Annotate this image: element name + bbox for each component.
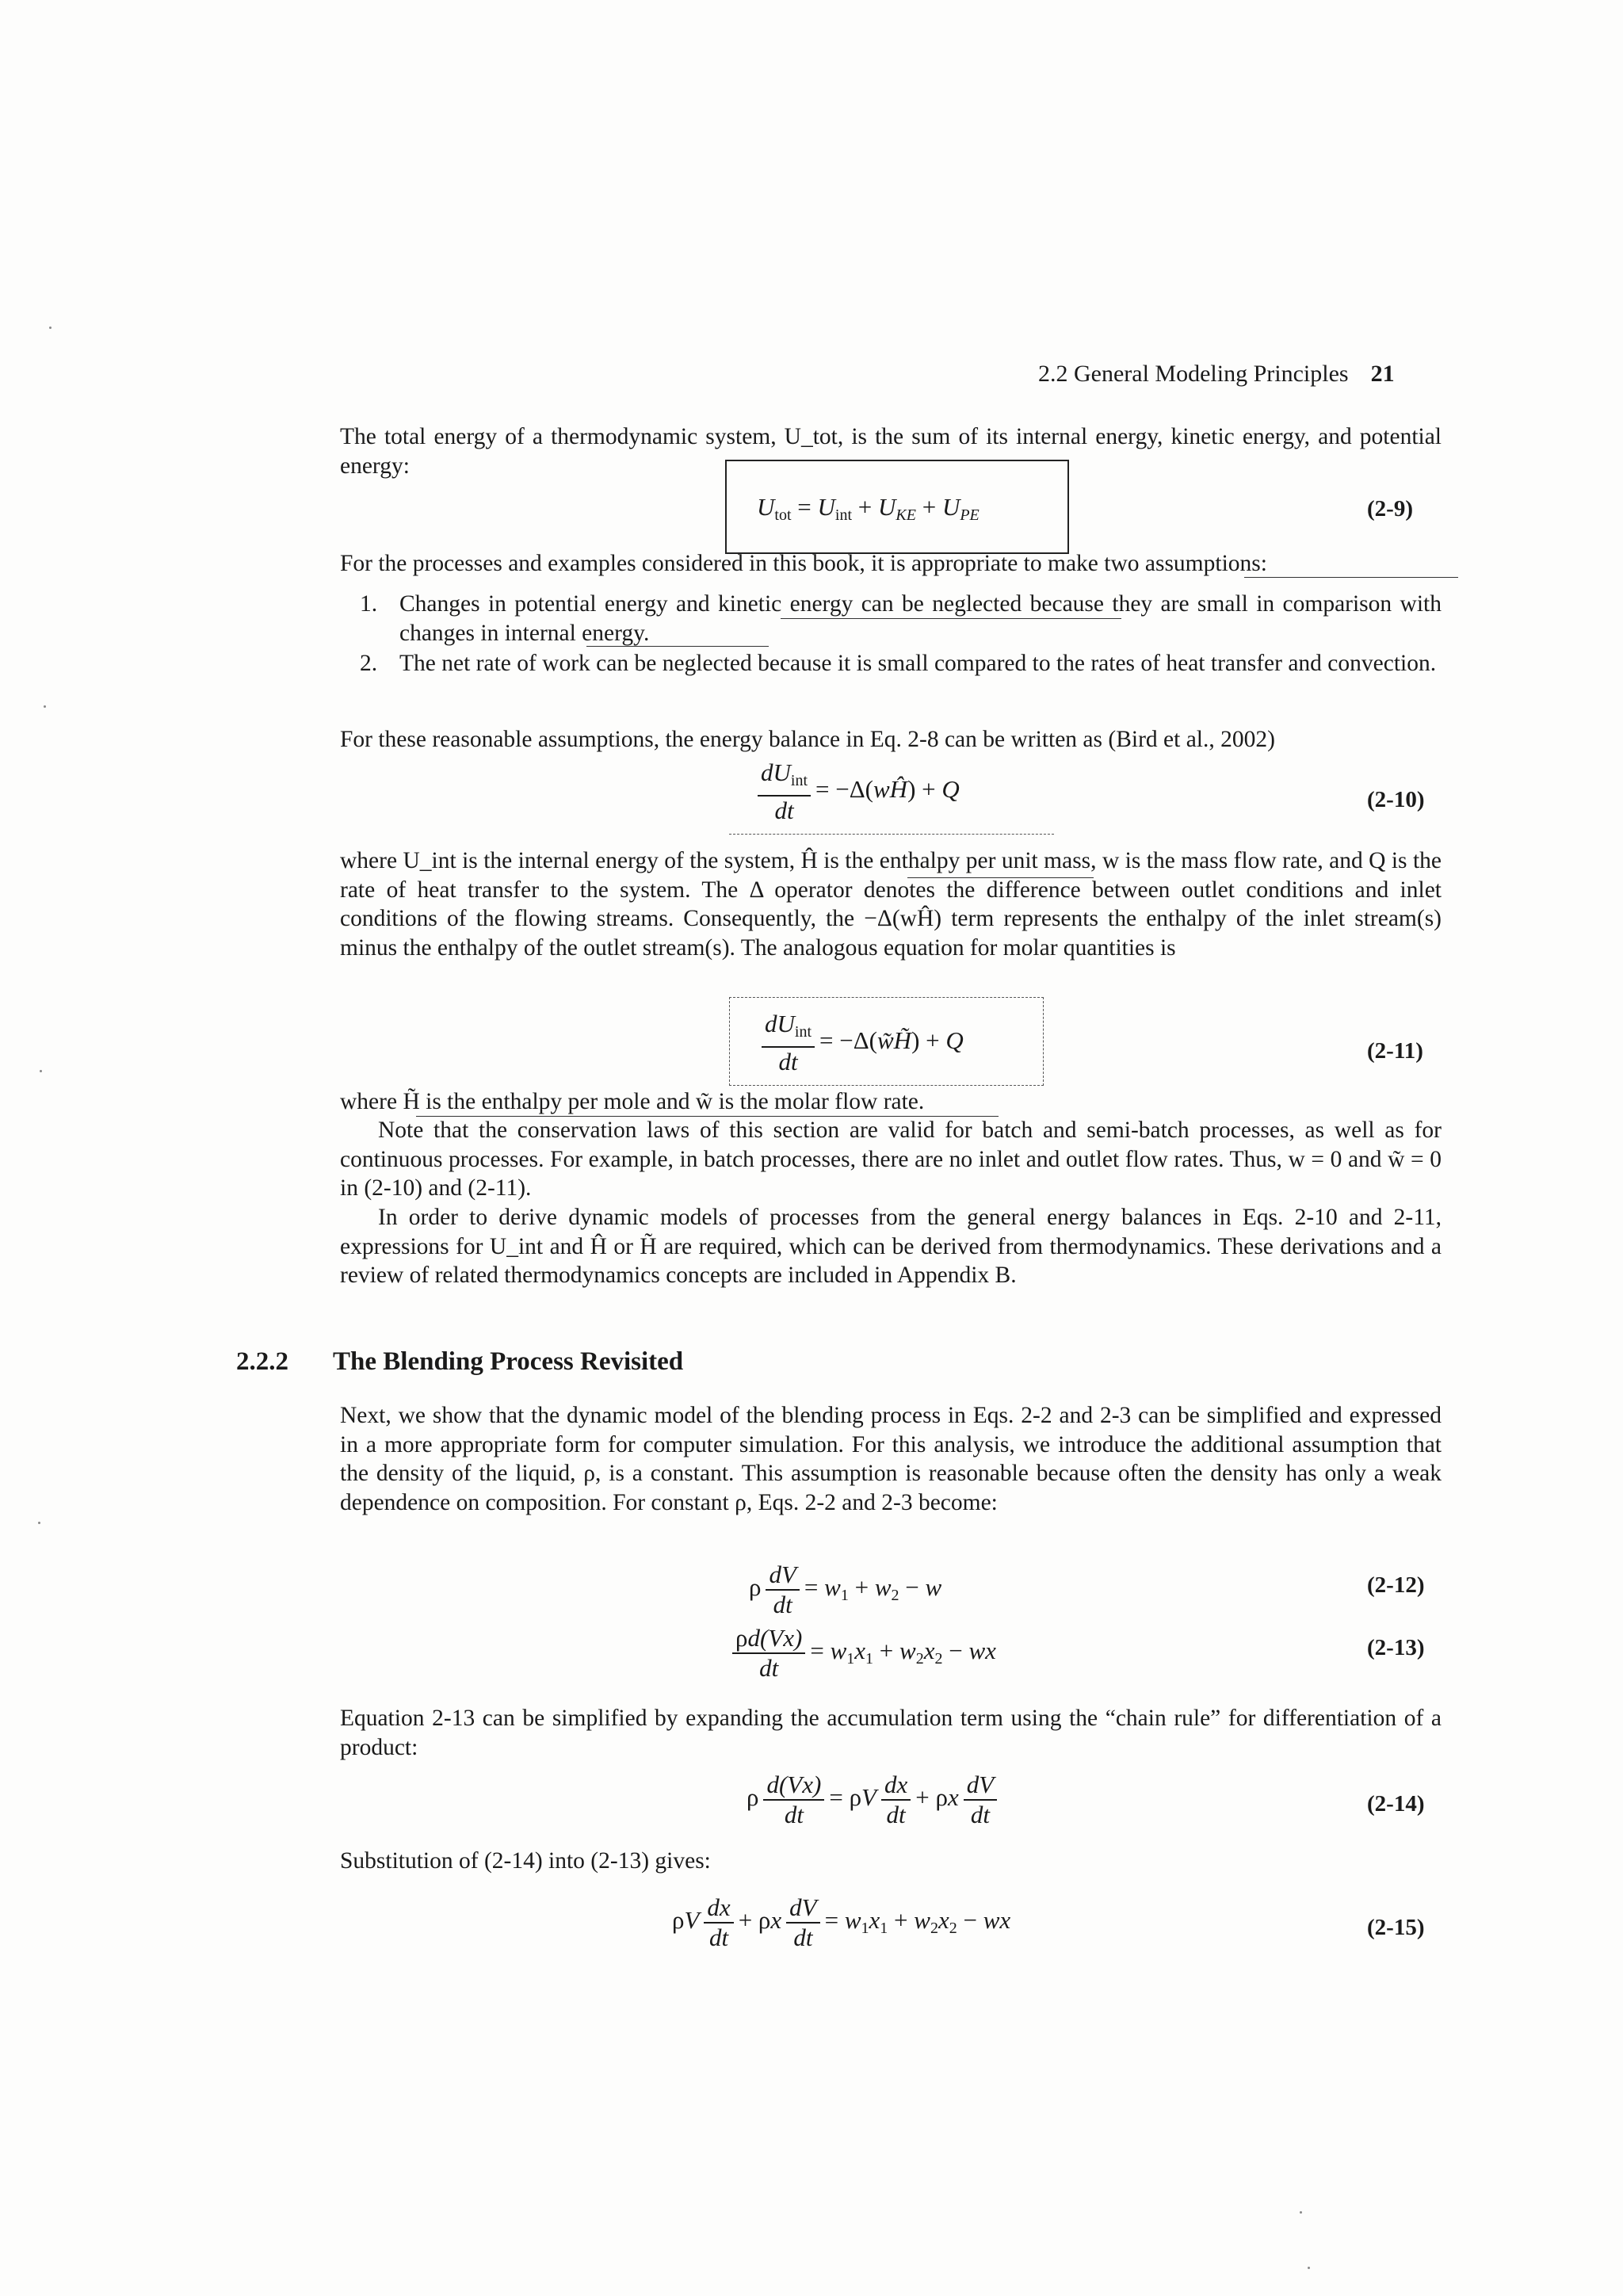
paragraph-chain-rule: Equation 2-13 can be simplified by expanding the accumulation term using the “chain rule” for differentiation of a product: [340, 1706, 1442, 1760]
page-number: 21 [1370, 361, 1395, 387]
handwritten-underline [1244, 577, 1458, 578]
handwritten-underline [586, 646, 769, 647]
equation-number-2-14: (2-14) [1367, 1791, 1425, 1817]
scan-speck [49, 327, 52, 329]
equation-2-15: ρV $\frac{dx}{dt}$ + ρx $\frac{dV}{dt}$ = $w_1x_1 + w_2x_2$ − wx [672, 1893, 1011, 1951]
scan-speck [1308, 2267, 1310, 2269]
section-number: 2.2.2 [236, 1347, 288, 1376]
scan-speck [1300, 2211, 1302, 2214]
list-item: 2. The net rate of work can be neglected because it is small compared to the rates of heat transfer and convection. [360, 651, 1437, 676]
equation-number-2-15: (2-15) [1367, 1915, 1425, 1940]
header-section: 2.2 General Modeling Principles [1038, 361, 1349, 387]
paragraph-energy-balance: For these reasonable assumptions, the energy balance in Eq. 2-8 can be written as (Bird et al., 2002) [340, 727, 1275, 752]
equation-number-2-9: (2-9) [1367, 496, 1413, 521]
list-item: 1. Changes in potential energy and kinetic energy can be neglected because they are small in comparison with changes in internal energy. [360, 591, 1442, 646]
assumptions-list [360, 590, 1442, 680]
scan-speck [40, 1070, 42, 1072]
equation-number-2-10: (2-10) [1367, 787, 1425, 812]
paragraph-appendix-note: In order to derive dynamic models of processes from the general energy balances in Eqs. 2-10 and 2-11, expressions for U_int and Ĥ or H̃ are required, which can be derived from thermodynamics. These derivations and a review of related thermodynamics concepts are included in Appendix B. [340, 1205, 1442, 1288]
section-title: The Blending Process Revisited [333, 1347, 684, 1376]
handwritten-underline [781, 618, 1121, 619]
paragraph-definitions: where U_int is the internal energy of the system, Ĥ is the enthalpy per unit mass, w is the mass flow rate, and Q is the rate of heat transfer to the system. The Δ operator denotes the difference between outlet conditions and inlet conditions of the flowing streams. Consequently, the −Δ(wĤ) term represents the enthalpy of the inlet stream(s) minus the enthalpy of the outlet stream(s). The analogous equation for molar quantities is [340, 848, 1442, 961]
paragraph-total-energy: The total energy of a thermodynamic system, U_tot, is the sum of its internal energy, kinetic energy, and potential energy: [340, 424, 1442, 479]
equation-number-2-11: (2-11) [1367, 1038, 1423, 1064]
equation-2-10: $\frac{dU_{int}}{dt}$ = −Δ(wĤ) + Q [753, 759, 960, 824]
running-header [1038, 361, 1395, 388]
equation-number-2-13: (2-13) [1367, 1635, 1425, 1660]
handwritten-dashed-mark [729, 834, 1054, 835]
equation-2-13: $\frac{\rho d(Vx)}{dt}$ = $w_1x_1 + w_2x_2$ − wx [727, 1625, 996, 1682]
equation-2-11: $\frac{dU_{int}}{dt}$ = −Δ(w̃H̃) + Q [757, 1010, 964, 1075]
paragraph-conservation-laws: Note that the conservation laws of this section are valid for batch and semi-batch processes, as well as for continuous processes. For example, in batch processes, there are no inlet and outlet flow rates. Thus, w = 0 and w̃ = 0 in (2-10) and (2-11). [340, 1117, 1442, 1201]
paragraph-molar-definitions: where H̃ is the enthalpy per mole and w̃ is the molar flow rate. [340, 1089, 925, 1114]
equation-2-14: ρ $\frac{d(Vx)}{dt}$ = ρV $\frac{dx}{dt}$ + ρx $\frac{dV}{dt}$ [747, 1771, 1002, 1828]
paragraph-assumptions-intro: For the processes and examples considered in this book, it is appropriate to make two assumptions: [340, 551, 1267, 576]
equation-2-12: ρ $\frac{dV}{dt}$ = $w_1 + w_2 - w$ [749, 1561, 942, 1618]
equation-number-2-12: (2-12) [1367, 1572, 1425, 1598]
scan-speck [38, 1522, 40, 1524]
equation-2-9: $U_{tot} = U_{int}$ + UKE + UPE [757, 493, 980, 524]
paragraph-blending-intro: Next, we show that the dynamic model of the blending process in Eqs. 2-2 and 2-3 can be simplified and expressed in a more appropriate form for computer simulation. For this analysis, we introduce the additional assumption that the density of the liquid, ρ, is a constant. This assumption is reasonable because often the density has only a weak dependence on composition. For constant ρ, Eqs. 2-2 and 2-3 become: [340, 1403, 1442, 1515]
scan-speck [44, 705, 46, 708]
paragraph-substitution: Substitution of (2-14) into (2-13) gives: [340, 1848, 711, 1874]
handwritten-underline [907, 877, 1094, 878]
